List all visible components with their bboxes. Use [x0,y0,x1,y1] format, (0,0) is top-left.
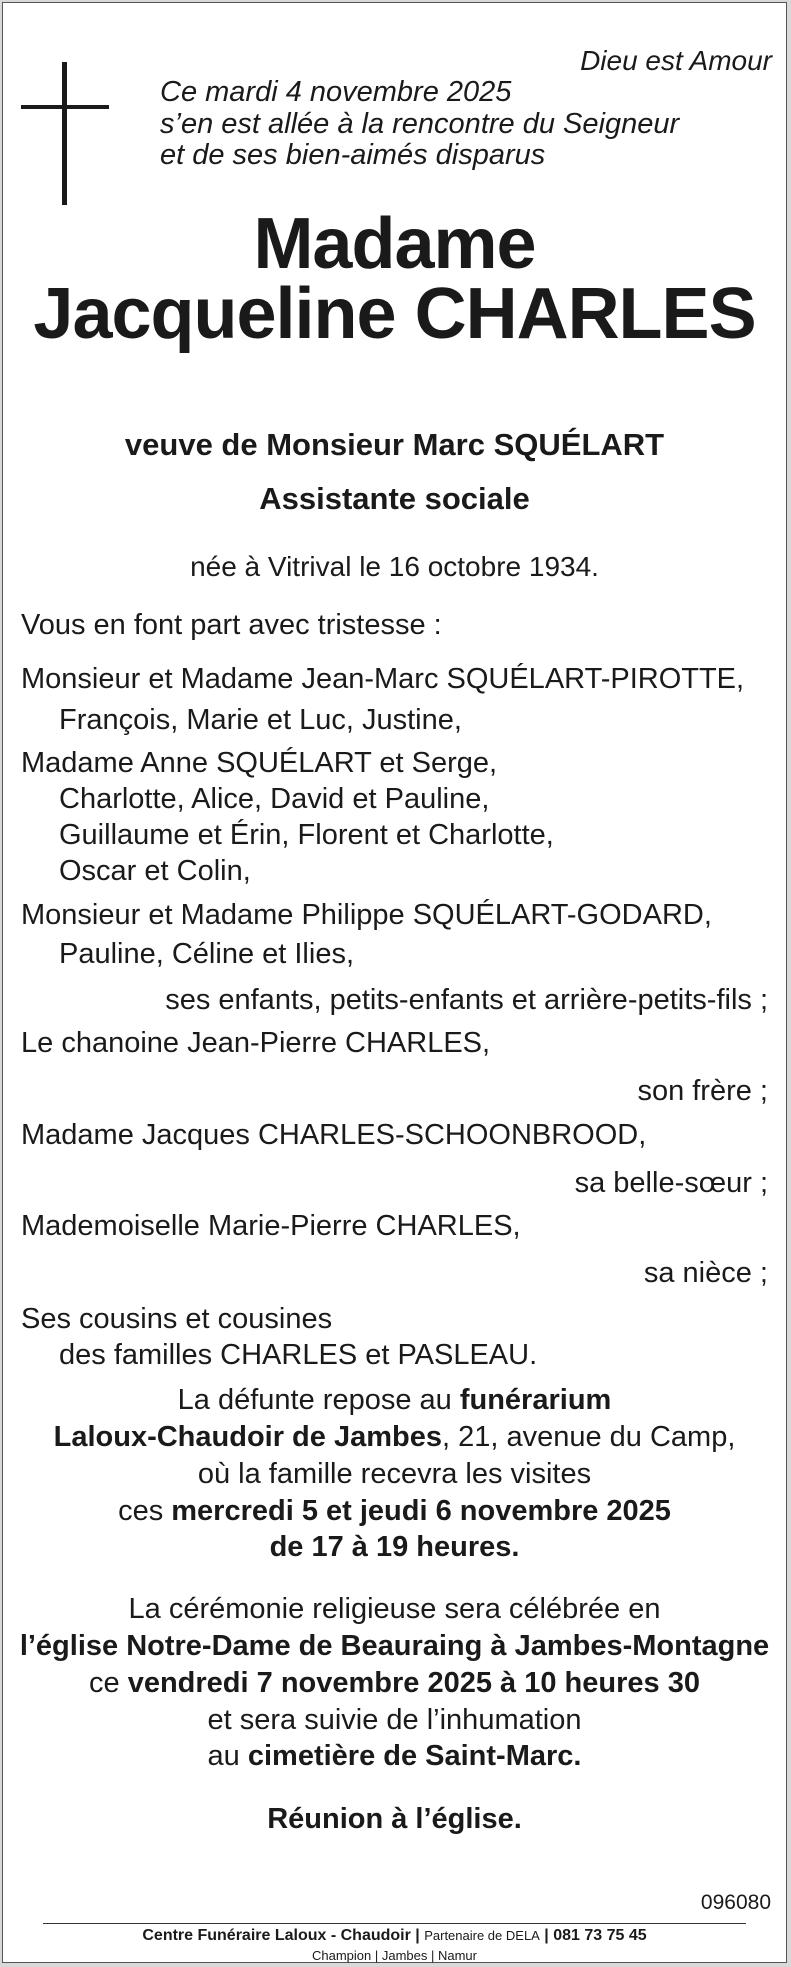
visitation-line: La défunte repose au funérarium [177,1384,612,1416]
visitation-line: ces mercredi 5 et jeudi 6 novembre 2025 [118,1495,671,1527]
family-line: Monsieur et Madame Philippe SQUÉLART-GODARD, [21,899,712,931]
ceremony-line: et sera suivie de l’inhumation [207,1704,582,1736]
family-line: Monsieur et Madame Jean-Marc SQUÉLART-PIROTTE, [21,663,745,695]
reunion-note: Réunion à l’église. [267,1803,522,1835]
family-relation: sa nièce ; [643,1257,768,1289]
deceased-name: Jacqueline CHARLES [33,274,756,354]
family-line: Madame Anne SQUÉLART et Serge, [21,747,498,779]
family-line: François, Marie et Luc, Justine, [59,704,462,736]
profession: Assistante sociale [259,481,530,516]
family-intro: Vous en font part avec tristesse : [21,609,442,641]
family-line: Le chanoine Jean-Pierre CHARLES, [21,1027,491,1059]
family-line: Mademoiselle Marie-Pierre CHARLES, [21,1210,521,1242]
visitation-line: Laloux-Chaudoir de Jambes, 21, avenue du Camp, [53,1421,736,1453]
family-line: Ses cousins et cousines [21,1303,333,1335]
family-relation: ses enfants, petits-enfants et arrière-petits-fils ; [165,984,768,1016]
intro-line: Ce mardi 4 novembre 2025 [160,76,512,108]
footer-locations: Champion | Jambes | Namur [312,1948,477,1963]
family-line: Guillaume et Érin, Florent et Charlotte, [59,819,554,851]
obituary-card [2,2,787,1963]
intro-line: et de ses bien-aimés disparus [160,139,546,171]
family-line: des familles CHARLES et PASLEAU. [59,1339,538,1371]
ceremony-line: La cérémonie religieuse sera célébrée en [128,1593,661,1625]
visitation-line: où la famille recevra les visites [197,1458,592,1490]
footer-divider [43,1923,746,1924]
intro-line: s’en est allée à la rencontre du Seigneur [160,108,680,140]
ceremony-line: ce vendredi 7 novembre 2025 à 10 heures 30 [89,1667,700,1699]
motto: Dieu est Amour [580,45,772,76]
family-line: Charlotte, Alice, David et Pauline, [59,783,490,815]
birth-info: née à Vitrival le 16 octobre 1934. [190,551,599,582]
family-line: Pauline, Céline et Ilies, [59,938,354,970]
ceremony-line: au cimetière de Saint-Marc. [207,1740,582,1772]
family-relation: sa belle-sœur ; [574,1167,768,1199]
ceremony-church: l’église Notre-Dame de Beauraing à Jambes-Montagne [19,1630,770,1662]
visitation-hours: de 17 à 19 heures. [269,1531,520,1563]
family-line: Oscar et Colin, [59,855,251,887]
widow-of: veuve de Monsieur Marc SQUÉLART [124,427,665,462]
deceased-title: Madame [253,204,536,284]
reference-number: 096080 [700,1891,771,1914]
footer-company: Centre Funéraire Laloux - Chaudoir | Partenaire de DELA | 081 73 75 45 [142,1927,647,1944]
family-relation: son frère ; [637,1075,768,1107]
family-line: Madame Jacques CHARLES-SCHOONBROOD, [21,1119,647,1151]
